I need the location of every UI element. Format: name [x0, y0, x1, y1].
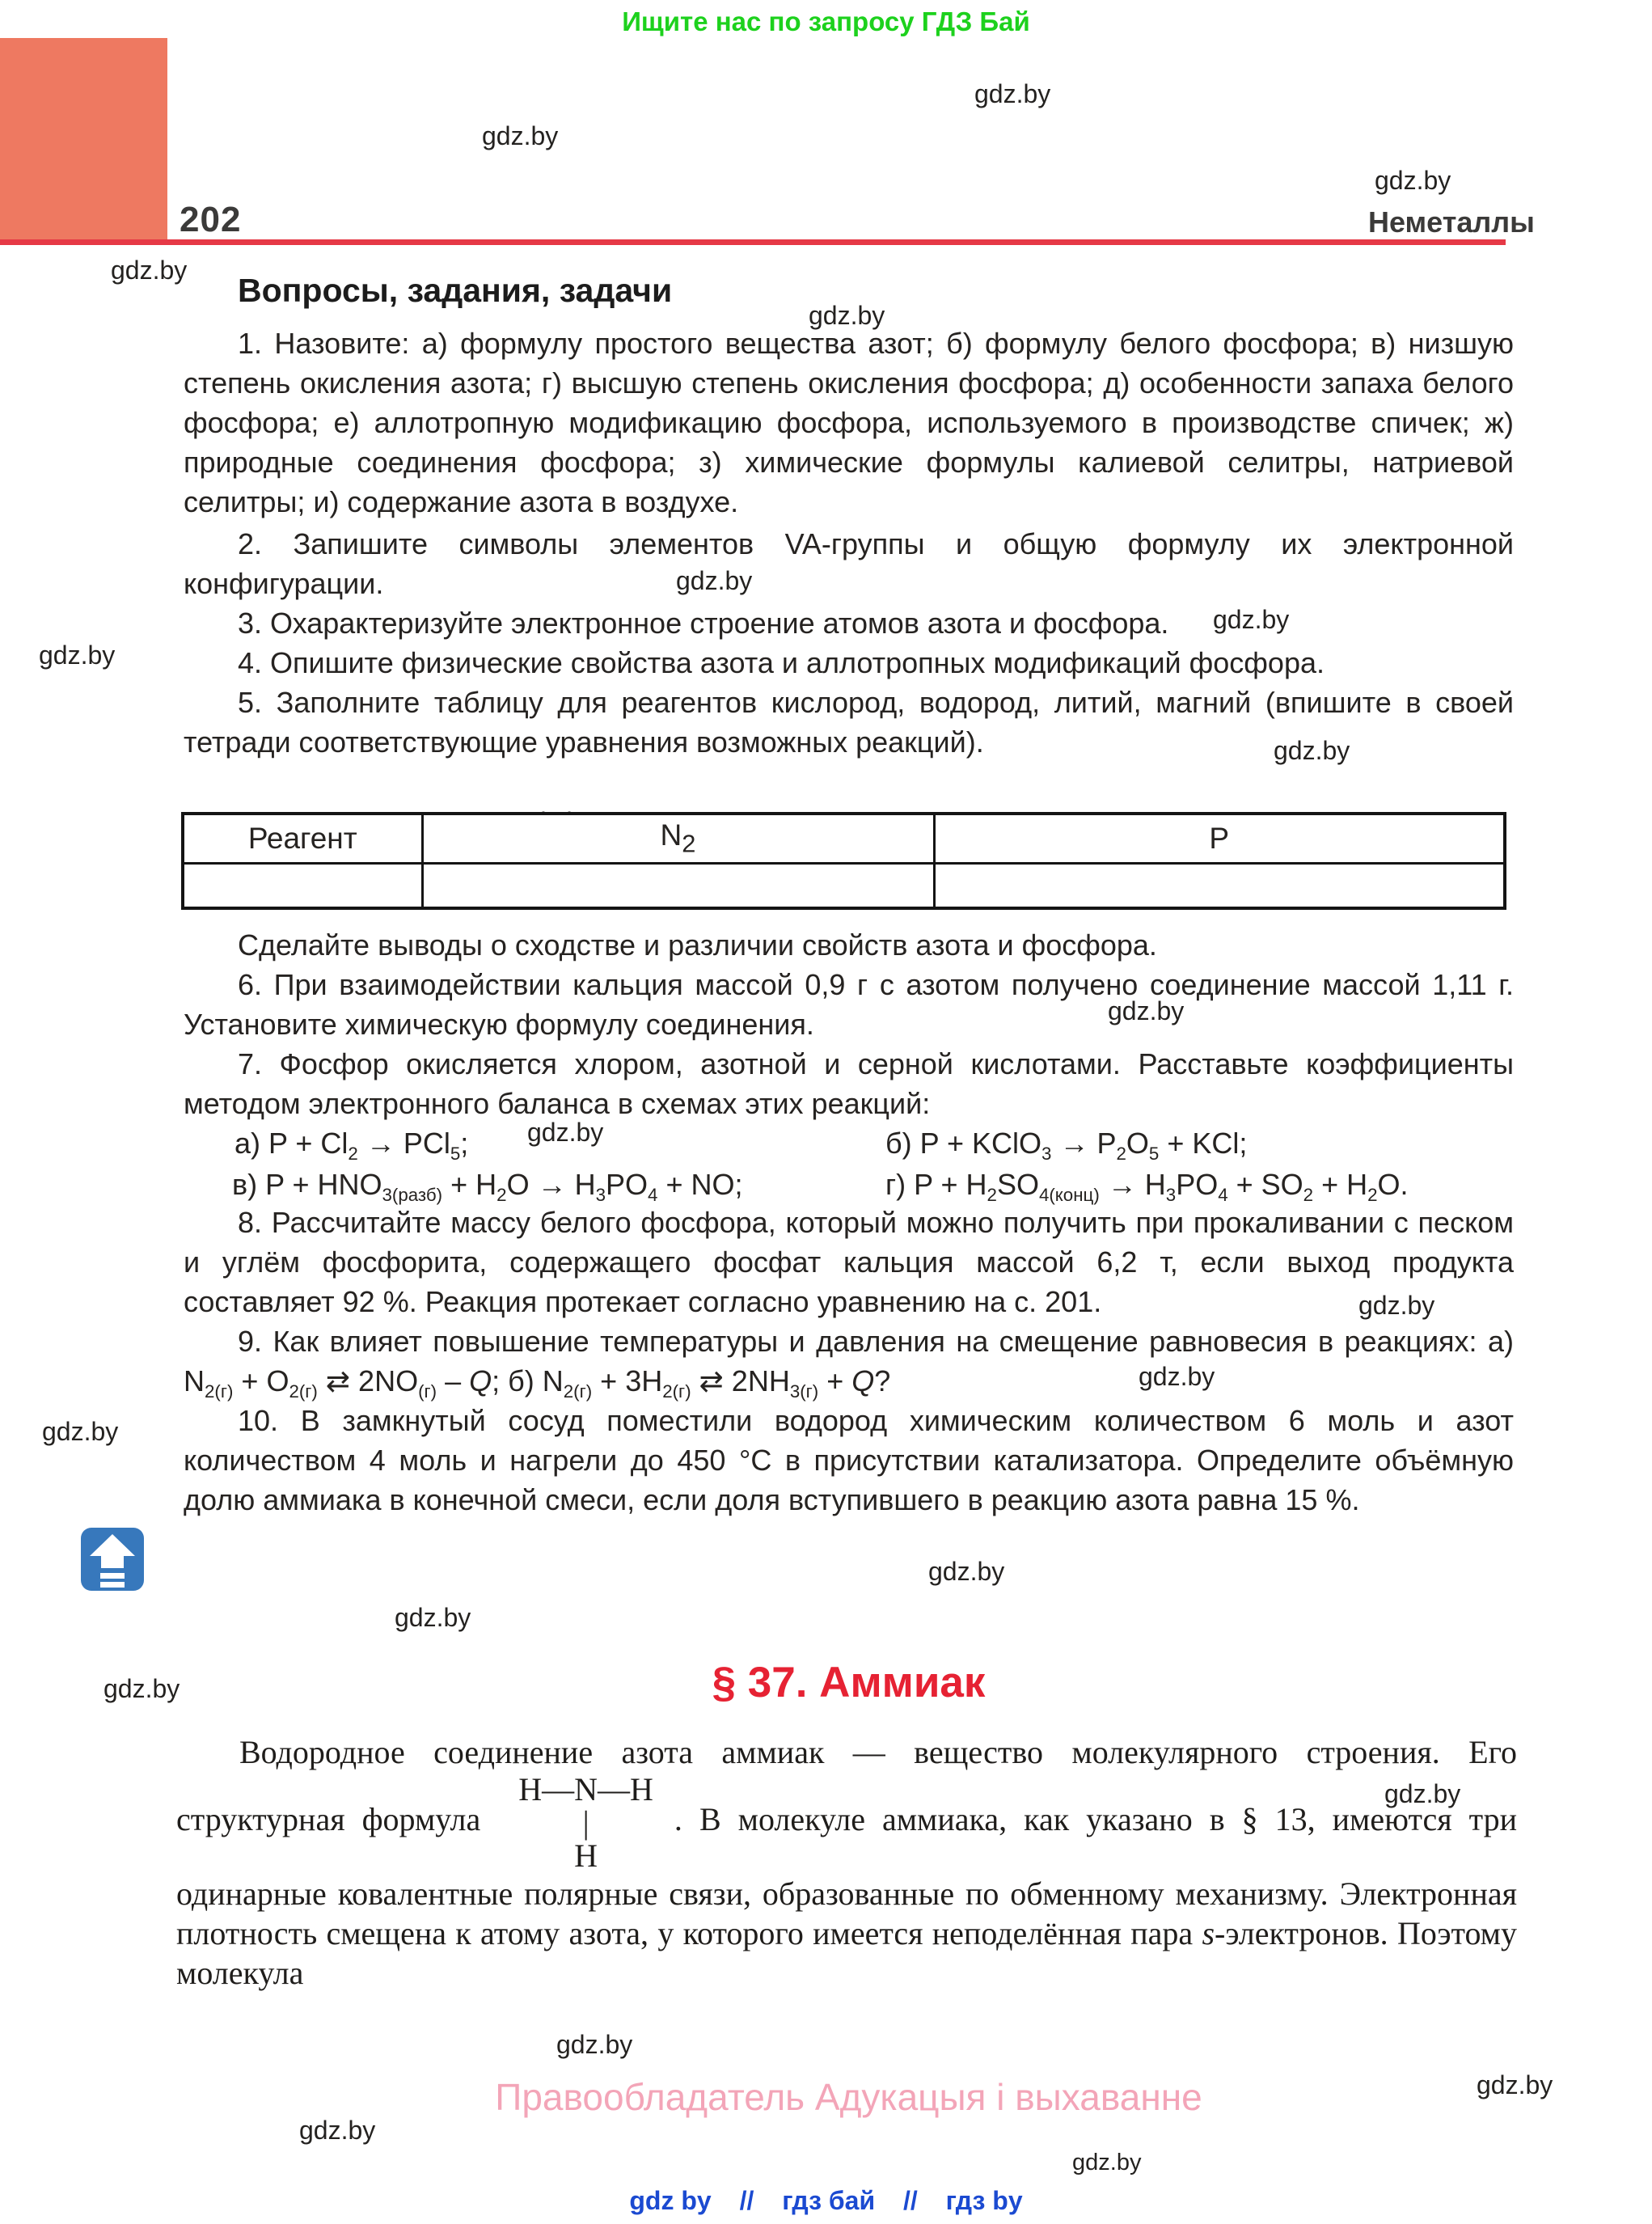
- watermark: gdz.by: [39, 641, 116, 670]
- formula-b: б) P + KClO$_3$ → $P_2O_5$ + KCl;: [885, 1127, 1248, 1165]
- watermark: gdz.by: [1213, 605, 1290, 634]
- question-7-formula-row: [184, 1123, 1514, 1163]
- chapter-tab-block: [0, 38, 167, 240]
- formula-g: г) $P + H_2SO_{4(конц)} \to H_3PO_4 + SO_2 + H_2O$.: [885, 1168, 1409, 1206]
- watermark: gdz.by: [111, 256, 188, 285]
- paragraph-text-start: Водородное соединение азота аммиак — вещество молекулярного строения. Его структурная формула: [176, 1734, 1517, 1838]
- table-header-n2: $N_2$: [422, 814, 934, 864]
- question-7: 7. Фосфор окисляется хлором, азотной и серной кислотами. Расставьте коэффициенты методом электронного баланса в схемах этих реакций:: [184, 1047, 1514, 1120]
- question-7-formula-row: [184, 1165, 1514, 1204]
- watermark: gdz.by: [482, 121, 559, 150]
- watermark: gdz.by: [1477, 2070, 1553, 2099]
- section-paragraph: [176, 1732, 1517, 1993]
- upload-arrow-icon: [81, 1528, 144, 1591]
- question-10: 10. В замкнутый сосуд поместили водород химическим количеством 6 моль и азот количеством 4 моль и нагрели до 450 °С в присутствии катализатора. Определите объёмную долю аммиака в конечной смеси, если доля вступившего в реакцию азота равна 15 %.: [184, 1404, 1514, 1516]
- chapter-title: Неметаллы: [1368, 205, 1535, 239]
- header-rule: [0, 239, 1506, 245]
- question-5: 5. Заполните таблицу для реагентов кислород, водород, литий, магний (впишите в своей тетради соответствующие уравнения возможных реакций).: [184, 686, 1514, 759]
- table-header-p: P: [934, 814, 1505, 864]
- watermark: gdz.by: [809, 301, 885, 330]
- question-9: 9. Как влияет повышение температуры и давления на смещение равновесия в реакциях: а) $N_{2(г)} + O_{2(г)}$ ⇄ $2NO_{(г)}$ – Q; б) $N_{2(г)} + 3H_{2(г)}$ ⇄ $2NH_{3(г)} + Q$?: [184, 1325, 1514, 1402]
- formula-bottom-row: H: [574, 1837, 598, 1874]
- table-cell-empty: [422, 864, 934, 909]
- paragraph-text-end: . В молекуле аммиака, как указано в § 13, имеются три одинарные ковалентные полярные связи, образованные по обменному механизму. Электронная плотность смещена к атому азота, у которого имеется неподелённая пара s-электронов. Поэтому молекула: [176, 1801, 1517, 1991]
- watermark: gdz.by: [1274, 736, 1350, 765]
- question-3: 3. Охарактеризуйте электронное строение атомов азота и фосфора.: [238, 607, 1169, 640]
- page-number: 202: [180, 200, 242, 239]
- question-8: 8. Рассчитайте массу белого фосфора, который можно получить при прокаливании с песком и углём фосфорита, содержащего фосфат кальция массой 6,2 т, если выход продукта составляет 92 %. Реакция протекает согласно уравнению на с. 201.: [184, 1206, 1514, 1318]
- watermark: gdz.by: [974, 79, 1051, 108]
- copyright-notice: Правообладатель Адукацыя і выхаванне: [495, 2076, 1202, 2118]
- watermark: gdz.by: [1384, 1779, 1461, 1808]
- footer-link-gdz-by[interactable]: gdz by: [629, 2186, 712, 2215]
- formula-bond: |: [582, 1804, 589, 1841]
- link-separator: //: [903, 2186, 918, 2215]
- watermark: gdz.by: [42, 1417, 119, 1446]
- question-2: 2. Запишите символы элементов VA-группы и общую формулу их электронной конфигурации.: [184, 527, 1514, 600]
- table-cell-empty: [934, 864, 1505, 909]
- table-conclusion: Сделайте выводы о сходстве и различии свойств азота и фосфора.: [238, 928, 1157, 962]
- watermark: gdz.by: [1375, 166, 1451, 195]
- watermark: gdz.by: [556, 2030, 633, 2059]
- watermark: gdz.by: [395, 1603, 471, 1632]
- question-1: 1. Назовите: а) формулу простого вещества азот; б) формулу белого фосфора; в) низшую степень окисления азота; г) высшую степень окисления фосфора; д) особенности запаха белого фосфора; е) аллотропную модификацию фосфора, используемого в производстве спичек; ж) природные соединения фосфора; з) химические формулы калиевой селитры, натриевой селитры; и) содержание азота в воздухе.: [184, 327, 1514, 518]
- watermark: gdz.by: [104, 1674, 180, 1703]
- formula-a: а) $P + Cl_2 \to PCl_5$;: [234, 1127, 469, 1165]
- watermark: gdz.by: [299, 2116, 376, 2145]
- scroll-top-icon[interactable]: [81, 1528, 144, 1591]
- formula-top-row: H—N—H: [518, 1771, 653, 1808]
- table-cell-empty: [183, 864, 422, 909]
- watermark: gdz.by: [676, 566, 753, 595]
- footer-link-gdz-bai[interactable]: гдз бай: [782, 2186, 876, 2215]
- watermark: gdz.by: [928, 1557, 1005, 1586]
- exercises-heading: Вопросы, задания, задачи: [238, 272, 673, 309]
- footer-links: [0, 2186, 1652, 2216]
- top-banner: Ищите нас по запросу ГДЗ Бай: [622, 6, 1030, 36]
- footer-link-gdz-by-ru[interactable]: гдз by: [945, 2186, 1023, 2215]
- section-title: § 37. Аммиак: [712, 1659, 986, 1706]
- watermark: gdz.by: [527, 1118, 604, 1147]
- question-6: 6. При взаимодействии кальция массой 0,9 г с азотом получено соединение массой 1,11 г. Установите химическую формулу соединения.: [184, 968, 1514, 1041]
- reagent-table: [181, 812, 1506, 910]
- watermark: gdz.by: [1139, 1362, 1215, 1391]
- watermark: gdz.by: [1358, 1291, 1435, 1320]
- link-separator: //: [739, 2186, 754, 2215]
- watermark: gdz.by: [1108, 996, 1185, 1025]
- formula-v: в) $P + HNO_{3(разб)} + H_2O \to H_3PO_4$ + NO;: [232, 1168, 743, 1206]
- ammonia-structural-formula: [518, 1772, 653, 1874]
- watermark: gdz.by: [1072, 2150, 1142, 2175]
- question-4: 4. Опишите физические свойства азота и аллотропных модификаций фосфора.: [238, 646, 1325, 679]
- table-header-reagent: Реагент: [183, 814, 422, 864]
